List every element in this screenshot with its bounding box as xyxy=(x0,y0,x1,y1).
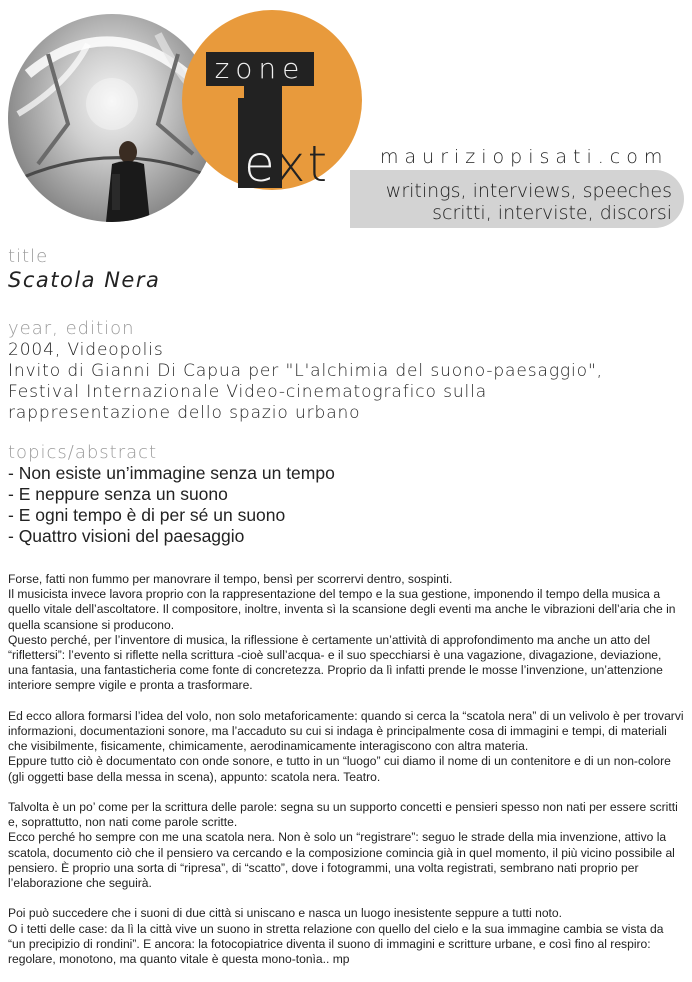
topic-item: - E ogni tempo è di per sé un suono xyxy=(8,505,286,525)
body-paragraph: Talvolta è un po’ come per la scrittura delle parole: segna su un supporto concetti e pensieri spesso non nati per essere scritti e, soprattutto, non nati come parole scritte. Ecco perché ho sempre con me una scatola nera. Non è solo un “registrare”: seguo le strade della mia invenzione, attivo la scatola, documento ciò che il pensiero va cercando e la composizione comincia già in quel momento, il più vicino possibile al pensiero. È proprio una sorta di “ripresa”, di “scatto”, dove i fotogrammi, una volta registrati, sembrano nati proprio per l’elaborazione che seguirà. xyxy=(8,800,678,891)
title-label: title xyxy=(8,246,49,267)
year-line: Festival Internazionale Video-cinematografico sulla xyxy=(8,382,488,402)
year-edition xyxy=(8,340,603,424)
year-line: 2004, Videopolis xyxy=(8,340,164,360)
logo-t-crossbar xyxy=(244,86,282,98)
tagline-english: writings, interviews, speeches xyxy=(385,180,672,202)
topic-item: - Quattro visioni del paesaggio xyxy=(8,526,245,546)
body-paragraph: Poi può succedere che i suoni di due città si uniscano e nasca un luogo inesistente seppure a tutti noto. O i tetti delle case: da lì la città vive un suono in stretta relazione con quello del cielo e la sua immagine cambia se vista da “un precipizio di rondini”. E ancora: la fotocopiatrice diventa il suono di immagini e scritture urbane, e così fino al respiro: regolare, monotono, ma quanto vitale è questa mono-tonìa.. mp xyxy=(8,906,664,967)
body-text xyxy=(8,572,684,982)
tagline-italian: scritti, interviste, discorsi xyxy=(432,202,672,224)
topic-item: - E neppure senza un suono xyxy=(8,484,228,504)
year-line: rappresentazione dello spazio urbano xyxy=(8,403,361,423)
logo-ext-xt: xt xyxy=(275,135,330,193)
logo-ext-e: e xyxy=(244,135,276,193)
body-paragraph: Ed ecco allora formarsi l’idea del volo, non solo metaforicamente: quando si cerca la “scatola nera” di un velivolo è per trovarvi informazioni, documentazioni sonore, ma l’accaduto su cui si indaga è principalmente cosa di immagini e tempi, di materiali che visibilmente, fisicamente, chimicamente, aerodinamicamente interagiscono con altra materia. Eppure tutto ciò è documentato con onde sonore, e tutto in un “luogo” cui diamo il nome di un contenitore e di un non-colore (gli oggetti base della messa in scena), appunto: scatola nera. Teatro. xyxy=(8,708,684,784)
logo-ext xyxy=(244,136,329,192)
topics-label: topics/abstract xyxy=(8,442,158,463)
body-paragraph: Forse, fatti non fummo per manovrare il tempo, bensì per scorrervi dentro, sospinti. Il musicista invece lavora proprio con la rappresentazione del tempo e la sua gestione, imponendo il tempo della musica a quello vitale dell’ascoltatore. Il compositore, inoltre, inventa sì la scansione degli eventi ma anche le vibrazioni dell’aria che in quella scansione si producono. Questo perché, per l’inventore di musica, la riflessione è certamente un’attività di approfondimento ma anche un atto del “riflettersi”: l’evento si riflette nella scrittura -cioè sull’acqua- e il suo specchiarsi è una vagazione, divagazione, deviazione, una fantasia, una fantasticheria come fonte di concretezza. Proprio da lì infatti prende le mosse l’invenzione, un’attenzione interiore sempre vigile e pronta a trasformare. xyxy=(8,572,676,693)
topic-item: - Non esiste un’immagine senza un tempo xyxy=(8,463,335,483)
logo-zone: zone xyxy=(206,52,314,86)
year-label: year, edition xyxy=(8,318,135,339)
work-title: Scatola Nera xyxy=(8,268,161,292)
topics-list xyxy=(8,463,335,547)
year-line: Invito di Gianni Di Capua per "L'alchimia del suono-paesaggio", xyxy=(8,361,603,381)
site-name[interactable]: mauriziopisati.com xyxy=(380,146,669,168)
site-header xyxy=(0,0,692,240)
